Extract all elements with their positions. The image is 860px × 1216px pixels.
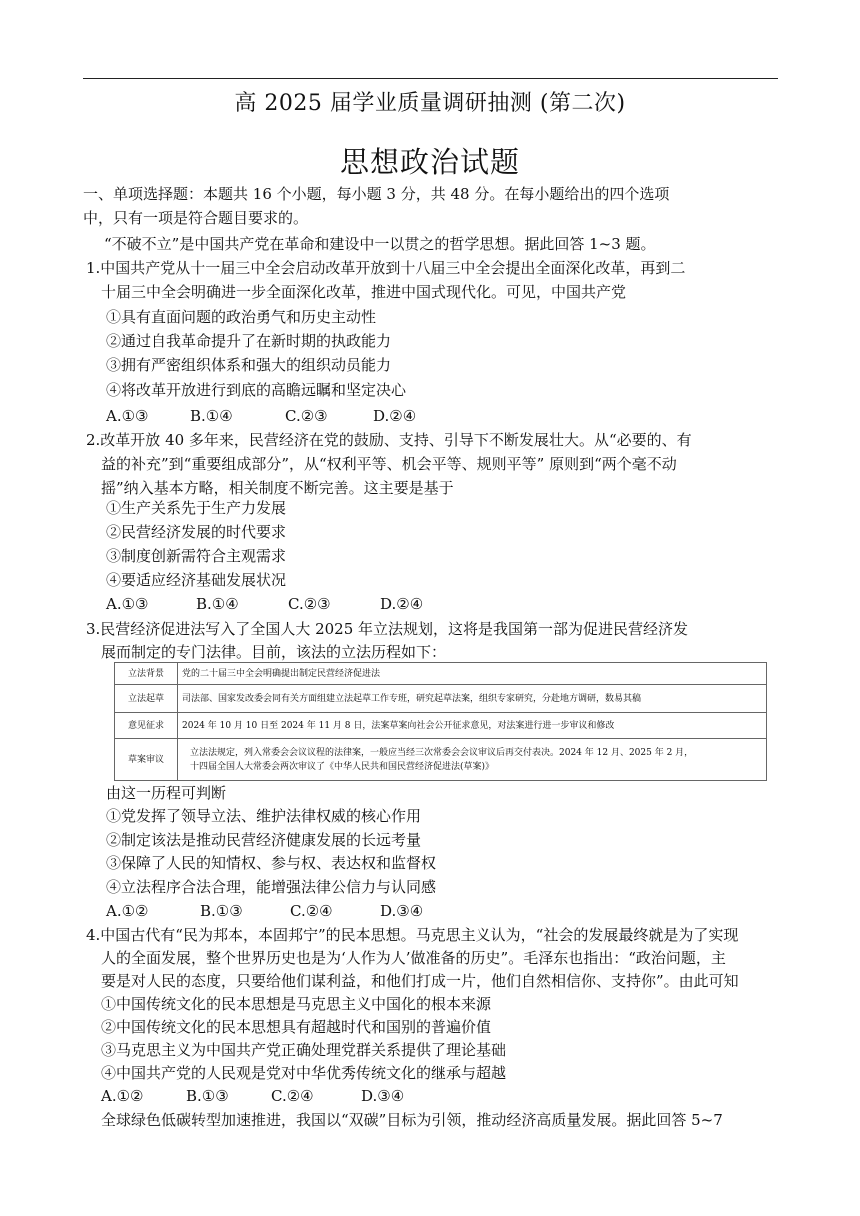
q4-stem-cont: 人的全面发展，整个世界历史也是为‘人作为人’做准备的历史”。毛泽东也指出：“政治问题，主 bbox=[101, 949, 726, 967]
table-row bbox=[115, 739, 767, 781]
q3-item-2: ②制定该法是推动民营经济健康发展的长远考量 bbox=[106, 831, 422, 849]
q1-item-4: ④将改革开放进行到底的高瞻远瞩和坚定决心 bbox=[106, 381, 407, 399]
table-cell-stage: 立法起草 bbox=[115, 685, 178, 713]
q3-item-1: ①党发挥了领导立法、维护法律权威的核心作用 bbox=[106, 807, 422, 825]
q4-stem: 4.中国古代有“民为邦本，本固邦宁”的民本思想。马克思主义认为，“社会的发展最终就是为了实现 bbox=[86, 926, 739, 944]
q4-item-2: ②中国传统文化的民本思想具有超越时代和国别的普遍价值 bbox=[101, 1018, 492, 1036]
legislation-table bbox=[114, 662, 767, 781]
q4-stem-cont-2: 要是对人民的态度，只要给他们谋利益，和他们打成一片，他们自然相信你、支持你”。由此可知 bbox=[101, 972, 739, 990]
table-row bbox=[115, 713, 767, 739]
q1-stem-cont: 十届三中全会明确进一步全面深化改革，推进中国式现代化。可见，中国共产党 bbox=[101, 283, 627, 301]
q1-options bbox=[106, 406, 416, 426]
table-row bbox=[115, 663, 767, 685]
q4-item-1: ①中国传统文化的民本思想是马克思主义中国化的根本来源 bbox=[101, 995, 492, 1013]
table-cell-line: 十四届全国人大常委会两次审议了《中华人民共和国民营经济促进法(草案)》 bbox=[190, 761, 495, 772]
table-row bbox=[115, 685, 767, 713]
q3-option-d[interactable]: D.③④ bbox=[380, 902, 424, 920]
q1-item-2: ②通过自我革命提升了在新时期的执政能力 bbox=[106, 332, 392, 350]
q3-stem: 3.民营经济促进法写入了全国人大 2025 年立法规划，这将是我国第一部为促进民营经济发 bbox=[86, 620, 689, 638]
top-rule bbox=[83, 78, 778, 79]
exam-title: 高 2025 届学业质量调研抽测 (第二次) bbox=[234, 91, 626, 116]
table-cell-detail: 司法部、国家发改委会同有关方面组建立法起草工作专班，研究起草法案，组织专家研究，分赴地方调研，数易其稿 bbox=[178, 685, 767, 713]
q2-option-c[interactable]: C.②③ bbox=[288, 595, 331, 613]
table-cell-detail: 党的二十届三中全会明确提出制定民营经济促进法 bbox=[178, 663, 767, 685]
q1-item-3: ③拥有严密组织体系和强大的组织动员能力 bbox=[106, 356, 392, 374]
q2-item-1: ①生产关系先于生产力发展 bbox=[106, 499, 287, 517]
q2-stem: 2.改革开放 40 多年来，民营经济在党的鼓励、支持、引导下不断发展壮大。从“必要的、有 bbox=[86, 431, 692, 449]
q1-option-a[interactable]: A.①③ bbox=[106, 407, 149, 425]
section-instruction-cont: 中，只有一项是符合题目要求的。 bbox=[83, 209, 309, 227]
subject-title: 思想政治试题 bbox=[339, 145, 520, 179]
q1-option-d[interactable]: D.②④ bbox=[373, 407, 417, 425]
q3-lead: 由这一历程可判断 bbox=[106, 784, 227, 802]
q2-option-b[interactable]: B.①④ bbox=[196, 595, 239, 613]
q3-item-4: ④立法程序合法合理，能增强法律公信力与认同感 bbox=[106, 878, 437, 896]
q1-stem: 1.中国共产党从十一届三中全会启动改革开放到十八届三中全会提出全面深化改革，再到二 bbox=[86, 259, 686, 277]
q3-stem-cont: 展而制定的专门法律。目前，该法的立法历程如下： bbox=[101, 643, 447, 661]
q1-option-b[interactable]: B.①④ bbox=[190, 407, 233, 425]
q4-option-a[interactable]: A.①② bbox=[101, 1087, 144, 1105]
q3-option-a[interactable]: A.①② bbox=[106, 902, 149, 920]
table-cell-detail bbox=[178, 739, 767, 781]
q4-options bbox=[101, 1086, 404, 1106]
q1-option-c[interactable]: C.②③ bbox=[285, 407, 328, 425]
intro-5-7: 全球绿色低碳转型加速推进，我国以“双碳”目标为引领，推动经济高质量发展。据此回答 5~7 bbox=[101, 1111, 723, 1129]
q2-options bbox=[106, 594, 423, 614]
q2-item-3: ③制度创新需符合主观需求 bbox=[106, 547, 287, 565]
q4-item-4: ④中国共产党的人民观是党对中华优秀传统文化的继承与超越 bbox=[101, 1064, 507, 1082]
q3-option-b[interactable]: B.①③ bbox=[200, 902, 243, 920]
q3-options bbox=[106, 901, 423, 921]
q4-option-c[interactable]: C.②④ bbox=[271, 1087, 314, 1105]
q2-item-4: ④要适应经济基础发展状况 bbox=[106, 571, 287, 589]
q2-stem-cont: 益的补充”到“重要组成部分”，从“权利平等、机会平等、规则平等” 原则到“两个毫不动 bbox=[101, 455, 677, 473]
q3-option-c[interactable]: C.②④ bbox=[290, 902, 333, 920]
table-cell-stage: 立法背景 bbox=[115, 663, 178, 685]
intro-1-3: “不破不立”是中国共产党在革命和建设中一以贯之的哲学思想。据此回答 1~3 题。 bbox=[104, 235, 656, 253]
section-instruction: 一、单项选择题：本题共 16 个小题，每小题 3 分，共 48 分。在每小题给出的四个选项 bbox=[83, 185, 670, 203]
q4-item-3: ③马克思主义为中国共产党正确处理党群关系提供了理论基础 bbox=[101, 1041, 507, 1059]
q1-item-1: ①具有直面问题的政治勇气和历史主动性 bbox=[106, 308, 377, 326]
q4-option-b[interactable]: B.①③ bbox=[186, 1087, 229, 1105]
table-cell-stage: 草案审议 bbox=[115, 739, 178, 781]
table-cell-stage: 意见征求 bbox=[115, 713, 178, 739]
q2-option-d[interactable]: D.②④ bbox=[380, 595, 424, 613]
q2-stem-cont-2: 摇”纳入基本方略，相关制度不断完善。这主要是基于 bbox=[101, 479, 454, 497]
table-cell-detail: 2024 年 10 月 10 日至 2024 年 11 月 8 日，法案草案向社会公开征求意见，对法案进行进一步审议和修改 bbox=[178, 713, 767, 739]
q2-option-a[interactable]: A.①③ bbox=[106, 595, 149, 613]
q4-option-d[interactable]: D.③④ bbox=[361, 1087, 405, 1105]
q2-item-2: ②民营经济发展的时代要求 bbox=[106, 523, 287, 541]
table-cell-line: 立法法规定，列入常委会会议议程的法律案，一般应当经三次常委会会议审议后再交付表决。2024 年 12 月、2025 年 2 月， bbox=[190, 747, 694, 758]
q3-item-3: ③保障了人民的知情权、参与权、表达权和监督权 bbox=[106, 854, 437, 872]
